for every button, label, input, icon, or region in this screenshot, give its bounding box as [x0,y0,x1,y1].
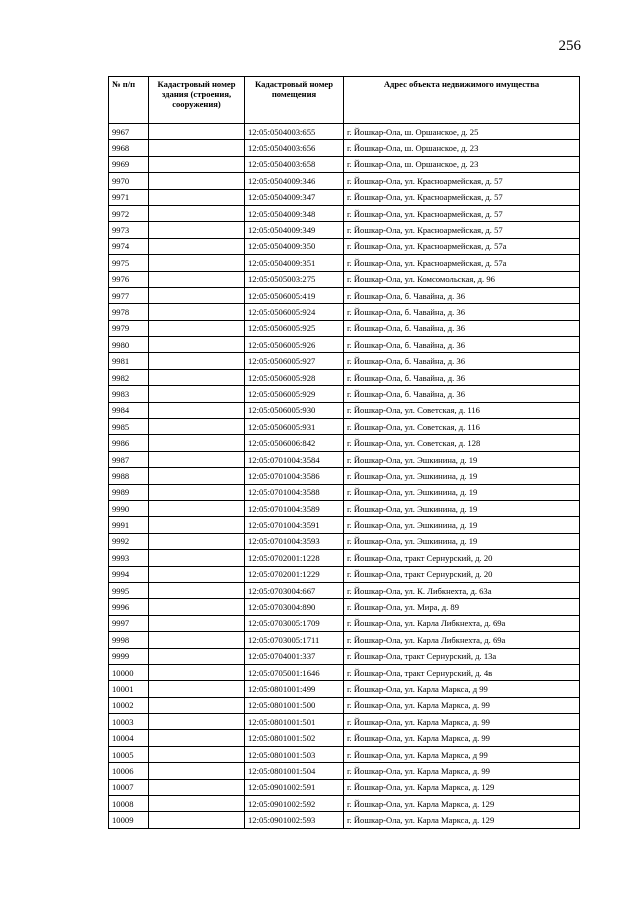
building-cadastral-cell [149,812,245,828]
address-cell: г. Йошкар-Ола, ул. Советская, д. 116 [344,419,580,435]
row-number-cell: 9999 [109,648,149,664]
row-number-cell: 9991 [109,517,149,533]
header-premises-cadastral-number: Кадастровый номер помещения [245,77,344,124]
address-cell: г. Йошкар-Ола, ул. Карла Маркса, д. 99 [344,714,580,730]
address-cell: г. Йошкар-Ола, ул. К. Либкнехта, д. 63а [344,582,580,598]
table-row [109,500,580,516]
header-property-address: Адрес объекта недвижимого имущества [344,77,580,124]
row-number-cell: 9982 [109,369,149,385]
building-cadastral-cell [149,419,245,435]
table-row [109,353,580,369]
building-cadastral-cell [149,615,245,631]
address-cell: г. Йошкар-Ола, ул. Мира, д. 89 [344,599,580,615]
premises-cadastral-cell: 12:05:0801001:500 [245,697,344,713]
premises-cadastral-cell: 12:05:0703004:667 [245,582,344,598]
premises-cadastral-cell: 12:05:0702001:1229 [245,566,344,582]
address-cell: г. Йошкар-Ола, ул. Комсомольская, д. 96 [344,271,580,287]
table-row [109,681,580,697]
building-cadastral-cell [149,140,245,156]
address-cell: г. Йошкар-Ола, ул. Карла Маркса, д. 99 [344,763,580,779]
address-cell: г. Йошкар-Ола, ул. Красноармейская, д. 57 [344,189,580,205]
table-row [109,320,580,336]
building-cadastral-cell [149,697,245,713]
premises-cadastral-cell: 12:05:0801001:504 [245,763,344,779]
building-cadastral-cell [149,746,245,762]
premises-cadastral-cell: 12:05:0506005:928 [245,369,344,385]
building-cadastral-cell [149,566,245,582]
address-cell: г. Йошкар-Ола, ул. Эшкинина, д. 19 [344,533,580,549]
row-number-cell: 9981 [109,353,149,369]
address-cell: г. Йошкар-Ола, тракт Сернурский, д. 20 [344,566,580,582]
building-cadastral-cell [149,222,245,238]
address-cell: г. Йошкар-Ола, б. Чавайна, д. 36 [344,287,580,303]
premises-cadastral-cell: 12:05:0702001:1228 [245,550,344,566]
table-row [109,517,580,533]
building-cadastral-cell [149,337,245,353]
address-cell: г. Йошкар-Ола, б. Чавайна, д. 36 [344,386,580,402]
row-number-cell: 9989 [109,484,149,500]
address-cell: г. Йошкар-Ола, ул. Красноармейская, д. 57 [344,222,580,238]
premises-cadastral-cell: 12:05:0506005:931 [245,419,344,435]
premises-cadastral-cell: 12:05:0504009:350 [245,238,344,254]
table-row [109,337,580,353]
address-cell: г. Йошкар-Ола, ул. Карла Маркса, д. 129 [344,812,580,828]
premises-cadastral-cell: 12:05:0504009:346 [245,173,344,189]
page-number: 256 [558,38,581,54]
building-cadastral-cell [149,271,245,287]
address-cell: г. Йошкар-Ола, б. Чавайна, д. 36 [344,369,580,385]
address-cell: г. Йошкар-Ола, тракт Сернурский, д. 20 [344,550,580,566]
building-cadastral-cell [149,632,245,648]
table-row [109,648,580,664]
table-row [109,238,580,254]
building-cadastral-cell [149,582,245,598]
row-number-cell: 10006 [109,763,149,779]
address-cell: г. Йошкар-Ола, ул. Карла Маркса, д. 129 [344,796,580,812]
building-cadastral-cell [149,533,245,549]
premises-cadastral-cell: 12:05:0504009:349 [245,222,344,238]
building-cadastral-cell [149,796,245,812]
premises-cadastral-cell: 12:05:0705001:1646 [245,664,344,680]
building-cadastral-cell [149,205,245,221]
premises-cadastral-cell: 12:05:0504009:348 [245,205,344,221]
address-cell: г. Йошкар-Ола, ул. Карла Маркса, д 99 [344,681,580,697]
building-cadastral-cell [149,681,245,697]
address-cell: г. Йошкар-Ола, ул. Красноармейская, д. 57а [344,255,580,271]
address-cell: г. Йошкар-Ола, ул. Советская, д. 116 [344,402,580,418]
row-number-cell: 9974 [109,238,149,254]
row-number-cell: 10000 [109,664,149,680]
premises-cadastral-cell: 12:05:0701004:3593 [245,533,344,549]
row-number-cell: 9987 [109,451,149,467]
table-row [109,173,580,189]
premises-cadastral-cell: 12:05:0801001:499 [245,681,344,697]
table-row [109,369,580,385]
building-cadastral-cell [149,648,245,664]
address-cell: г. Йошкар-Ола, б. Чавайна, д. 36 [344,337,580,353]
address-cell: г. Йошкар-Ола, тракт Сернурский, д. 13а [344,648,580,664]
building-cadastral-cell [149,238,245,254]
building-cadastral-cell [149,353,245,369]
premises-cadastral-cell: 12:05:0504009:347 [245,189,344,205]
header-building-cadastral-number: Кадастровый номер здания (строения, сооружения) [149,77,245,124]
building-cadastral-cell [149,500,245,516]
premises-cadastral-cell: 12:05:0504009:351 [245,255,344,271]
premises-cadastral-cell: 12:05:0506005:925 [245,320,344,336]
building-cadastral-cell [149,386,245,402]
building-cadastral-cell [149,451,245,467]
premises-cadastral-cell: 12:05:0505003:275 [245,271,344,287]
building-cadastral-cell [149,714,245,730]
row-number-cell: 9968 [109,140,149,156]
table-row [109,255,580,271]
table-row [109,222,580,238]
address-cell: г. Йошкар-Ола, б. Чавайна, д. 36 [344,304,580,320]
premises-cadastral-cell: 12:05:0506006:842 [245,435,344,451]
row-number-cell: 9980 [109,337,149,353]
building-cadastral-cell [149,517,245,533]
table-row [109,566,580,582]
premises-cadastral-cell: 12:05:0504003:656 [245,140,344,156]
building-cadastral-cell [149,664,245,680]
table-row [109,730,580,746]
row-number-cell: 9994 [109,566,149,582]
address-cell: г. Йошкар-Ола, ш. Оршанское, д. 25 [344,124,580,140]
row-number-cell: 9988 [109,468,149,484]
table-row [109,714,580,730]
premises-cadastral-cell: 12:05:0901002:592 [245,796,344,812]
row-number-cell: 9969 [109,156,149,172]
table-row [109,468,580,484]
building-cadastral-cell [149,484,245,500]
table-row [109,779,580,795]
table-row [109,615,580,631]
table-row [109,664,580,680]
address-cell: г. Йошкар-Ола, ул. Эшкинина, д. 19 [344,484,580,500]
row-number-cell: 9984 [109,402,149,418]
address-cell: г. Йошкар-Ола, ул. Карла Либкнехта, д. 69а [344,615,580,631]
premises-cadastral-cell: 12:05:0701004:3584 [245,451,344,467]
table-row [109,419,580,435]
table-row [109,271,580,287]
table-row [109,763,580,779]
address-cell: г. Йошкар-Ола, тракт Сернурский, д. 4в [344,664,580,680]
table-row [109,402,580,418]
row-number-cell: 10007 [109,779,149,795]
row-number-cell: 9998 [109,632,149,648]
row-number-cell: 9997 [109,615,149,631]
premises-cadastral-cell: 12:05:0801001:501 [245,714,344,730]
premises-cadastral-cell: 12:05:0701004:3588 [245,484,344,500]
building-cadastral-cell [149,156,245,172]
table-row [109,124,580,140]
premises-cadastral-cell: 12:05:0504003:655 [245,124,344,140]
building-cadastral-cell [149,730,245,746]
building-cadastral-cell [149,763,245,779]
row-number-cell: 9967 [109,124,149,140]
address-cell: г. Йошкар-Ола, ул. Карла Маркса, д 99 [344,746,580,762]
row-number-cell: 9975 [109,255,149,271]
table-row [109,533,580,549]
table-row [109,140,580,156]
header-row-number: № п/п [109,77,149,124]
header-row [109,77,580,124]
property-registry-table [108,76,580,829]
premises-cadastral-cell: 12:05:0506005:930 [245,402,344,418]
premises-cadastral-cell: 12:05:0801001:503 [245,746,344,762]
row-number-cell: 10002 [109,697,149,713]
table-row [109,205,580,221]
premises-cadastral-cell: 12:05:0504003:658 [245,156,344,172]
premises-cadastral-cell: 12:05:0703004:890 [245,599,344,615]
row-number-cell: 10005 [109,746,149,762]
row-number-cell: 9979 [109,320,149,336]
table-row [109,697,580,713]
address-cell: г. Йошкар-Ола, ул. Красноармейская, д. 57 [344,173,580,189]
premises-cadastral-cell: 12:05:0701004:3586 [245,468,344,484]
premises-cadastral-cell: 12:05:0703005:1711 [245,632,344,648]
premises-cadastral-cell: 12:05:0704001:337 [245,648,344,664]
table-row [109,599,580,615]
table-row [109,484,580,500]
building-cadastral-cell [149,599,245,615]
row-number-cell: 10003 [109,714,149,730]
building-cadastral-cell [149,320,245,336]
row-number-cell: 9973 [109,222,149,238]
row-number-cell: 9995 [109,582,149,598]
premises-cadastral-cell: 12:05:0506005:926 [245,337,344,353]
address-cell: г. Йошкар-Ола, ул. Красноармейская, д. 57 [344,205,580,221]
table-row [109,386,580,402]
table-row [109,632,580,648]
row-number-cell: 9978 [109,304,149,320]
table-row [109,287,580,303]
address-cell: г. Йошкар-Ола, ул. Карла Маркса, д. 99 [344,730,580,746]
row-number-cell: 9990 [109,500,149,516]
table-row [109,156,580,172]
table-row [109,812,580,828]
table-row [109,304,580,320]
table-header [109,77,580,124]
building-cadastral-cell [149,287,245,303]
address-cell: г. Йошкар-Ола, ш. Оршанское, д. 23 [344,156,580,172]
row-number-cell: 9970 [109,173,149,189]
address-cell: г. Йошкар-Ола, ул. Эшкинина, д. 19 [344,517,580,533]
table-row [109,435,580,451]
address-cell: г. Йошкар-Ола, б. Чавайна, д. 36 [344,353,580,369]
address-cell: г. Йошкар-Ола, ул. Красноармейская, д. 57а [344,238,580,254]
row-number-cell: 10004 [109,730,149,746]
address-cell: г. Йошкар-Ола, ул. Советская, д. 128 [344,435,580,451]
row-number-cell: 9976 [109,271,149,287]
address-cell: г. Йошкар-Ола, ул. Эшкинина, д. 19 [344,500,580,516]
premises-cadastral-cell: 12:05:0801001:502 [245,730,344,746]
premises-cadastral-cell: 12:05:0901002:593 [245,812,344,828]
building-cadastral-cell [149,173,245,189]
table-row [109,189,580,205]
building-cadastral-cell [149,779,245,795]
address-cell: г. Йошкар-Ола, ул. Карла Маркса, д. 99 [344,697,580,713]
table-row [109,550,580,566]
premises-cadastral-cell: 12:05:0703005:1709 [245,615,344,631]
address-cell: г. Йошкар-Ола, ул. Эшкинина, д. 19 [344,468,580,484]
building-cadastral-cell [149,369,245,385]
row-number-cell: 9992 [109,533,149,549]
address-cell: г. Йошкар-Ола, ш. Оршанское, д. 23 [344,140,580,156]
row-number-cell: 9986 [109,435,149,451]
building-cadastral-cell [149,124,245,140]
row-number-cell: 9996 [109,599,149,615]
row-number-cell: 9985 [109,419,149,435]
address-cell: г. Йошкар-Ола, ул. Карла Либкнехта, д. 69а [344,632,580,648]
premises-cadastral-cell: 12:05:0701004:3589 [245,500,344,516]
premises-cadastral-cell: 12:05:0506005:924 [245,304,344,320]
premises-cadastral-cell: 12:05:0506005:929 [245,386,344,402]
row-number-cell: 9983 [109,386,149,402]
building-cadastral-cell [149,435,245,451]
table-row [109,796,580,812]
address-cell: г. Йошкар-Ола, ул. Эшкинина, д. 19 [344,451,580,467]
row-number-cell: 9977 [109,287,149,303]
table-row [109,451,580,467]
premises-cadastral-cell: 12:05:0506005:419 [245,287,344,303]
row-number-cell: 9972 [109,205,149,221]
row-number-cell: 10001 [109,681,149,697]
row-number-cell: 9993 [109,550,149,566]
row-number-cell: 10009 [109,812,149,828]
premises-cadastral-cell: 12:05:0506005:927 [245,353,344,369]
premises-cadastral-cell: 12:05:0901002:591 [245,779,344,795]
table-row [109,582,580,598]
row-number-cell: 10008 [109,796,149,812]
address-cell: г. Йошкар-Ола, б. Чавайна, д. 36 [344,320,580,336]
row-number-cell: 9971 [109,189,149,205]
building-cadastral-cell [149,402,245,418]
building-cadastral-cell [149,255,245,271]
address-cell: г. Йошкар-Ола, ул. Карла Маркса, д. 129 [344,779,580,795]
table-row [109,746,580,762]
building-cadastral-cell [149,304,245,320]
building-cadastral-cell [149,550,245,566]
table-body [109,124,580,829]
building-cadastral-cell [149,189,245,205]
premises-cadastral-cell: 12:05:0701004:3591 [245,517,344,533]
building-cadastral-cell [149,468,245,484]
